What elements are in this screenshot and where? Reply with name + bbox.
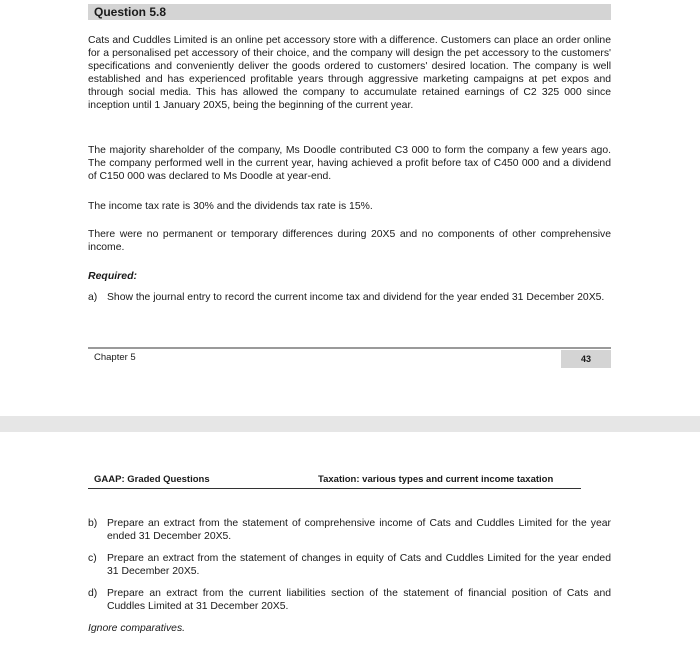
differences-paragraph: There were no permanent or temporary differences during 20X5 and no components of other comprehensive income.: [88, 229, 611, 253]
tax-rate-paragraph: The income tax rate is 30% and the dividends tax rate is 15%.: [88, 201, 373, 212]
header-left: GAAP: Graded Questions: [94, 474, 210, 485]
item-label: d): [88, 588, 98, 599]
question-title-bar: [88, 4, 611, 20]
footer-divider: [88, 347, 611, 349]
footer-chapter: Chapter 5: [94, 352, 136, 363]
item-label: b): [88, 518, 98, 529]
footer-page-number: 43: [561, 350, 611, 368]
ignore-comparatives-note: Ignore comparatives.: [88, 623, 186, 634]
required-item-b: [88, 517, 611, 543]
required-item-a: [88, 291, 611, 304]
shareholder-paragraph: The majority shareholder of the company, Ms Doodle contributed C3 000 to form the company a few years ago. The company performed well in the current year, having achieved a profit before tax of C450 000 and a dividend of C150 000 was declared to Ms Doodle at year-end.: [88, 145, 611, 182]
required-item-c: [88, 552, 611, 578]
header-right: Taxation: various types and current income taxation: [318, 474, 554, 485]
required-heading: Required:: [88, 270, 138, 282]
item-text: Prepare an extract from the current liabilities section of the statement of financial position of Cats and Cuddles Limited at 31 December 20X5.: [107, 588, 611, 612]
item-text: Prepare an extract from the statement of changes in equity of Cats and Cuddles Limited for the year ended 31 December 20X5.: [107, 553, 611, 577]
item-text: Show the journal entry to record the current income tax and dividend for the year ended 31 December 20X5.: [107, 292, 605, 303]
scenario-paragraph: Cats and Cuddles Limited is an online pet accessory store with a difference. Customers can place an order online for a personalised pet accessory of their choice, and the company will design the pet accessory to the customers' specifications and conveniently deliver the goods ordered to customers' desired location. The company is well established and has experienced profitable years through aggressive marketing campaigns at pet expos and through social media. This has allowed the company to accumulate retained earnings of C2 325 000 since inception until 1 January 20X5, being the beginning of the current year.: [88, 35, 611, 111]
item-text: Prepare an extract from the statement of comprehensive income of Cats and Cuddles Limited for the year ended 31 December 20X5.: [107, 518, 611, 542]
question-title: Question 5.8: [94, 5, 167, 19]
document-page-2: [0, 432, 700, 656]
header-divider: [88, 488, 581, 489]
required-item-d: [88, 587, 611, 613]
item-label: c): [88, 553, 97, 564]
item-label: a): [88, 292, 98, 303]
